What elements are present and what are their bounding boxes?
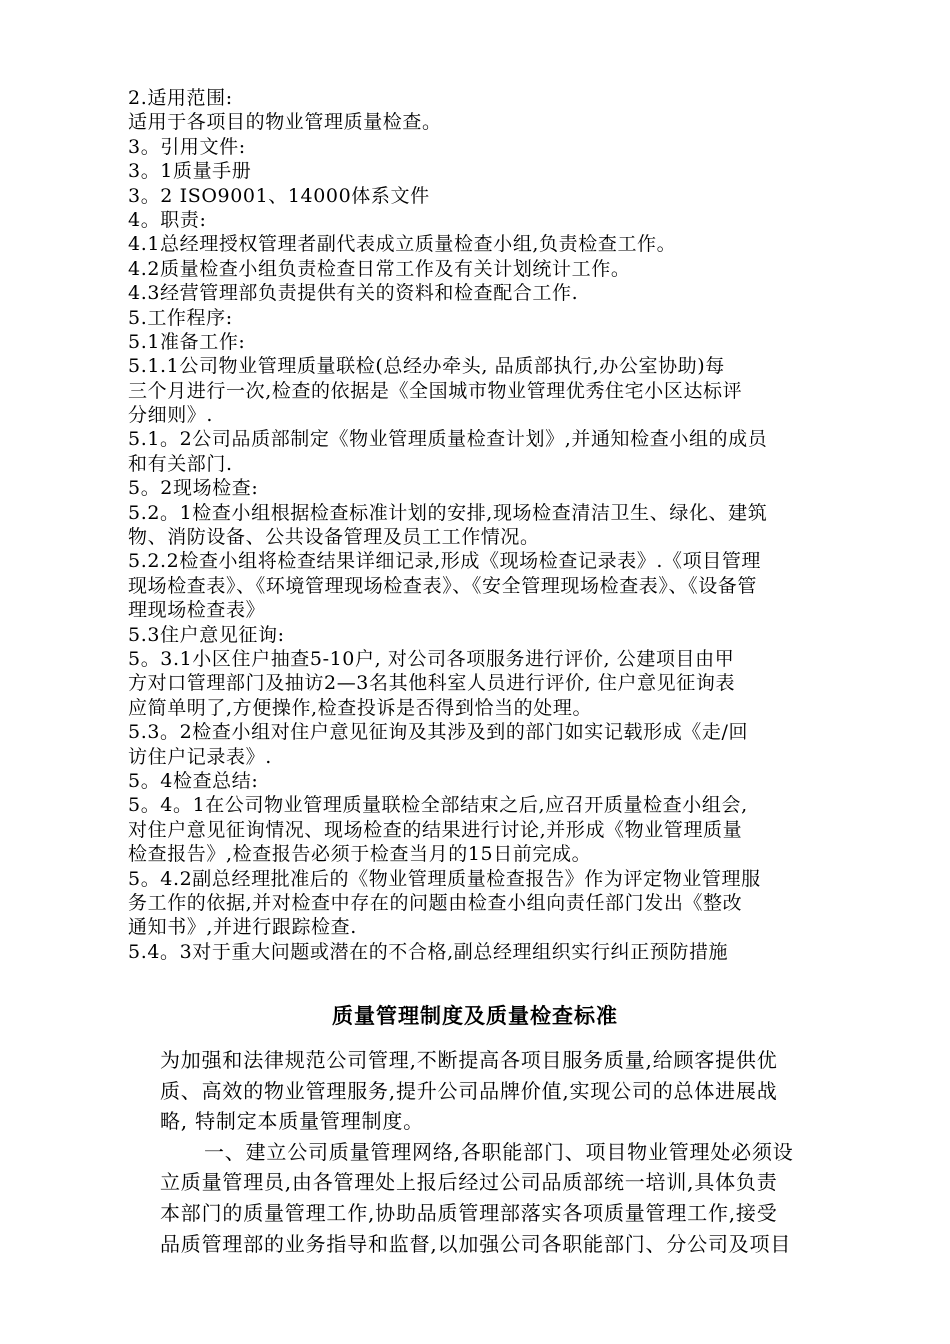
text-line: 5。4检查总结: <box>128 769 259 792</box>
text-line: 5.2.2检查小组将检查结果详细记录,形成《现场检查记录表》.《项目管理 <box>128 550 762 573</box>
text-line: 务工作的依据,并对检查中存在的问题由检查小组向责任部门发出《整改 <box>128 891 743 914</box>
text-line: 略, 特制定本质量管理制度。 <box>160 1109 424 1134</box>
text-line: 品质管理部的业务指导和监督,以加强公司各职能部门、分公司及项目 <box>160 1231 792 1256</box>
text-line: 5.1.1公司物业管理质量联检(总经办牵头, 品质部执行,办公室协助)每 <box>128 355 725 378</box>
text-line: 4.2质量检查小组负责检查日常工作及有关计划统计工作。 <box>128 257 631 280</box>
text-line: 分细则》. <box>128 404 214 427</box>
text-line: 3。引用文件: <box>128 135 246 158</box>
text-line: 和有关部门. <box>128 452 233 475</box>
section-title: 质量管理制度及质量检查标准 <box>332 1004 618 1028</box>
text-line: 一、建立公司质量管理网络,各职能部门、项目物业管理处必须设 <box>204 1139 794 1164</box>
text-line: 3。2 ISO9001、14000体系文件 <box>128 184 430 207</box>
text-line: 2.适用范围: <box>128 87 233 109</box>
text-line: 5。4。1在公司物业管理质量联检全部结束之后,应召开质量检查小组会, <box>128 794 748 817</box>
text-line: 适用于各项目的物业管理质量检查。 <box>128 111 442 134</box>
text-line: 对住户意见征询情况、现场检查的结果进行讨论,并形成《物业管理质量 <box>128 818 743 841</box>
text-line: 通知书》,并进行跟踪检查. <box>128 916 357 939</box>
text-line: 三个月进行一次,检查的依据是《全国城市物业管理优秀住宅小区达标评 <box>128 379 743 402</box>
text-line: 质、高效的物业管理服务,提升公司品牌价值,实现公司的总体进展战 <box>160 1078 778 1103</box>
text-line: 5.1。2公司品质部制定《物业管理质量检查计划》,并通知检查小组的成员 <box>128 428 768 451</box>
text-line: 4。职责: <box>128 208 207 231</box>
policy-section <box>160 1045 900 1259</box>
text-line: 5.3。2检查小组对住户意见征询及其涉及到的部门如实记载形成《走/回 <box>128 721 749 744</box>
text-line: 5.1准备工作: <box>128 330 246 353</box>
text-line: 5.3住户意见征询: <box>128 623 285 646</box>
procedure-section <box>128 86 888 964</box>
text-line: 4.3经营管理部负责提供有关的资料和检查配合工作. <box>128 282 579 305</box>
text-line: 理现场检查表》 <box>128 599 266 622</box>
text-line: 检查报告》,检查报告必须于检查当月的15日前完成。 <box>128 843 592 866</box>
text-line: 立质量管理员,由各管理处上报后经过公司品质部统一培训,具体负责 <box>160 1170 778 1195</box>
text-line: 4.1总经理授权管理者副代表成立质量检查小组,负责检查工作。 <box>128 233 677 256</box>
text-line: 5.2。1检查小组根据检查标准计划的安排,现场检查清洁卫生、绿化、建筑 <box>128 501 768 524</box>
text-line: 5。3.1小区住户抽查5-10户, 对公司各项服务进行评价, 公建项目由甲 <box>128 647 735 670</box>
text-line: 本部门的质量管理工作,协助品质管理部落实各项质量管理工作,接受 <box>160 1200 778 1225</box>
text-line: 5.工作程序: <box>128 306 233 329</box>
text-line: 物、消防设备、公共设备管理及员工工作情况。 <box>128 526 540 549</box>
text-line: 现场检查表》、《环境管理现场检查表》、《安全管理现场检查表》、《设备管 <box>128 574 758 597</box>
text-line: 5.4。3对于重大问题或潜在的不合格,副总经理组织实行纠正预防措施 <box>128 940 729 963</box>
text-line: 3。1质量手册 <box>128 160 252 183</box>
text-line: 5。4.2副总经理批准后的《物业管理质量检查报告》作为评定物业管理服 <box>128 867 761 890</box>
text-line: 5。2现场检查: <box>128 477 259 500</box>
text-line: 访住户记录表》. <box>128 745 272 768</box>
text-line: 为加强和法律规范公司管理,不断提高各项目服务质量,给顾客提供优 <box>160 1048 778 1072</box>
text-line: 应简单明了,方便操作,检查投诉是否得到恰当的处理。 <box>128 696 593 719</box>
text-line: 方对口管理部门及抽访2—3名其他科室人员进行评价, 住户意见征询表 <box>128 672 736 695</box>
